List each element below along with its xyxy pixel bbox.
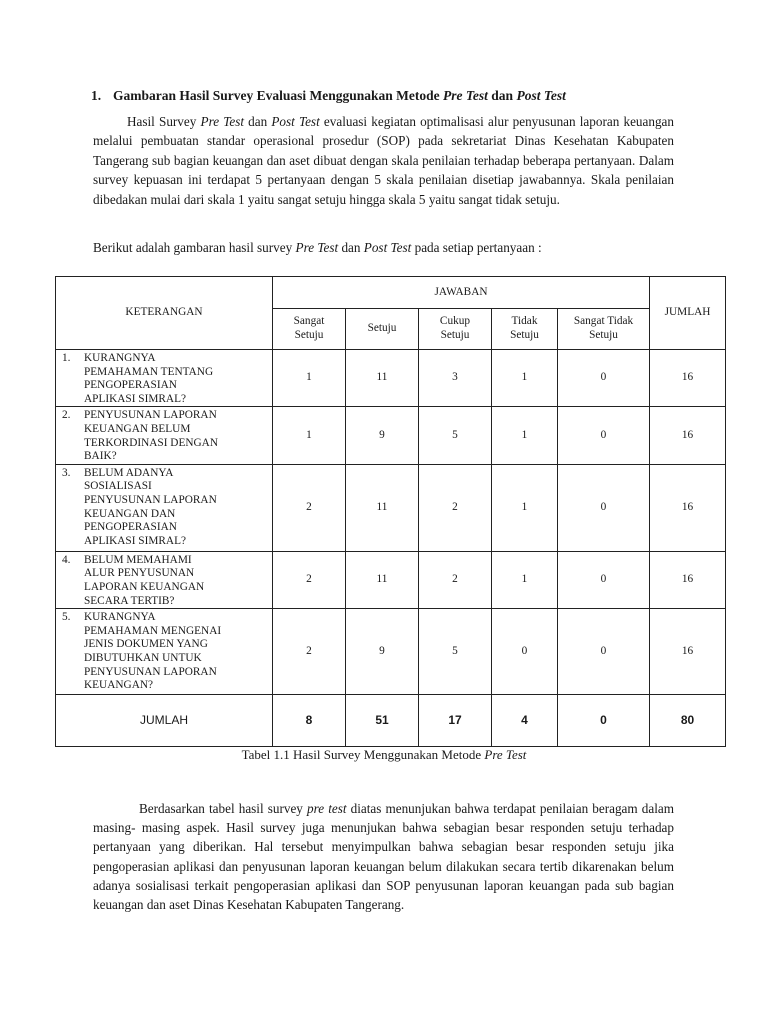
question-line: PENGOPERASIAN	[84, 521, 177, 534]
answer-count-cell: 1	[492, 551, 558, 608]
question-line: LAPORAN KEUANGAN	[84, 580, 205, 593]
question-line: PENYUSUNAN LAPORAN	[84, 493, 217, 506]
question-line: PEMAHAMAN TENTANG	[84, 365, 214, 378]
question-line: PEMAHAMAN MENGENAI	[84, 624, 222, 637]
table-intro-paragraph	[93, 238, 674, 257]
row-total-cell: 16	[650, 350, 726, 407]
conclusion-term-pre-test: pre test	[307, 801, 347, 816]
row-question	[56, 551, 273, 608]
row-question	[56, 609, 273, 695]
total-cell: 0	[558, 695, 650, 747]
intro-term-post-test: Post Test	[271, 114, 320, 129]
caption-term: Pre Test	[484, 747, 527, 762]
subheader-line: Setuju	[367, 322, 397, 335]
subheader-cell	[492, 309, 558, 350]
intro-lead: Hasil Survey	[127, 114, 201, 129]
answer-count-cell: 2	[273, 609, 346, 695]
row-question	[56, 350, 273, 407]
question-line: APLIKASI SIMRAL?	[84, 534, 186, 547]
heading-connector: dan	[487, 88, 517, 103]
answer-count-cell: 1	[492, 350, 558, 407]
table-row	[56, 407, 726, 464]
answer-count-cell: 0	[558, 407, 650, 464]
conclusion-body: diatas menunjukan bahwa terdapat penilaian beragam dalam masing- masing aspek. Hasil survey juga menunjukan bahwa sebagian besar responden setuju terhadap pertanyaan yang diberikan. Hal tersebut menyimpulkan bahwa sebagian besar responden setuju jika pengoperasian aplikasi dan penyusunan laporan keuangan belum dilakukan secara tertib dikarenakan belum adanya sosialisasi terkait pengoperasian aplikasi dan SOP penyusunan laporan keuangan pada sub bagian keuangan dan aset Dinas Kesehatan Kabupaten Tangerang.	[93, 801, 674, 913]
subheader-cell	[419, 309, 492, 350]
total-label: JUMLAH	[56, 695, 273, 747]
question-line: BELUM MEMAHAMI	[84, 553, 192, 566]
header-jumlah: JUMLAH	[650, 277, 726, 350]
answer-count-cell: 3	[419, 350, 492, 407]
question-number: 2.	[62, 409, 71, 422]
subheader-line: Setuju	[589, 329, 618, 341]
subheader-line: Sangat	[293, 315, 325, 328]
question-line: JENIS DOKUMEN YANG	[84, 638, 208, 651]
row-total-cell: 16	[650, 407, 726, 464]
answer-count-cell: 11	[346, 464, 419, 551]
answer-count-cell: 0	[492, 609, 558, 695]
answer-count-cell: 0	[558, 551, 650, 608]
question-line: ALUR PENYUSUNAN	[84, 567, 195, 580]
heading-text: Gambaran Hasil Survey Evaluasi Menggunakan Metode	[113, 88, 444, 103]
survey-table	[55, 276, 726, 747]
heading-term-pre-test: Pre Test	[443, 88, 488, 103]
answer-count-cell: 1	[273, 407, 346, 464]
heading-term-post-test: Post Test	[516, 88, 566, 103]
conclusion-lead: Berdasarkan tabel hasil survey	[139, 801, 307, 816]
table-body	[56, 350, 726, 747]
question-line: TERKORDINASI DENGAN	[84, 436, 218, 449]
subheader-line: Sangat Tidak	[573, 315, 634, 328]
answer-count-cell: 0	[558, 609, 650, 695]
subheader-cell	[346, 309, 419, 350]
row-question	[56, 464, 273, 551]
intro-paragraph	[93, 112, 674, 209]
intro-connector: dan	[244, 114, 272, 129]
question-line: DIBUTUHKAN UNTUK	[84, 651, 202, 664]
question-number: 4.	[62, 553, 71, 566]
question-line: KEUANGAN DAN	[84, 507, 176, 520]
table-intro-term-pre-test: Pre Test	[295, 240, 339, 255]
answer-count-cell: 11	[346, 551, 419, 608]
subheader-line: Cukup	[439, 315, 471, 328]
intro-term-pre-test: Pre Test	[200, 114, 244, 129]
row-total-cell: 16	[650, 551, 726, 608]
question-line: SOSIALISASI	[84, 480, 152, 493]
answer-count-cell: 2	[419, 551, 492, 608]
question-number: 5.	[62, 611, 71, 624]
header-keterangan: KETERANGAN	[56, 277, 273, 350]
table-intro-connector: dan	[338, 240, 364, 255]
subheader-cell	[558, 309, 650, 350]
question-line: KURANGNYA	[84, 611, 156, 624]
row-total-cell: 16	[650, 609, 726, 695]
table-intro-term-post-test: Post Test	[363, 240, 412, 255]
table-row	[56, 350, 726, 407]
subheader-cell	[273, 309, 346, 350]
question-line: SECARA TERTIB?	[84, 594, 175, 607]
answer-count-cell: 0	[558, 350, 650, 407]
subheader-line: Setuju	[510, 329, 539, 341]
subheader-line: Setuju	[440, 329, 470, 341]
section-heading	[91, 88, 691, 104]
table-row	[56, 551, 726, 608]
row-question	[56, 407, 273, 464]
answer-count-cell: 1	[273, 350, 346, 407]
answer-count-cell: 0	[558, 464, 650, 551]
question-line: KEUANGAN?	[84, 679, 154, 692]
row-total-cell: 16	[650, 464, 726, 551]
question-line: PENYUSUNAN LAPORAN	[84, 409, 217, 422]
answer-count-cell: 5	[419, 609, 492, 695]
question-line: BAIK?	[84, 450, 117, 463]
conclusion-paragraph	[93, 799, 674, 914]
answer-count-cell: 2	[419, 464, 492, 551]
table-intro-lead: Berikut adalah gambaran hasil survey	[93, 240, 296, 255]
answer-count-cell: 9	[346, 609, 419, 695]
table-row	[56, 464, 726, 551]
total-row	[56, 695, 726, 747]
total-cell: 51	[346, 695, 419, 747]
total-cell: 80	[650, 695, 726, 747]
question-line: KEUANGAN BELUM	[84, 422, 191, 435]
answer-count-cell: 5	[419, 407, 492, 464]
answer-count-cell: 9	[346, 407, 419, 464]
question-number: 3.	[62, 466, 71, 479]
table-row	[56, 609, 726, 695]
subheader-line: Tidak	[511, 315, 538, 328]
question-line: PENYUSUNAN LAPORAN	[84, 665, 217, 678]
question-line: KURANGNYA	[84, 352, 156, 364]
table-intro-rest: pada setiap pertanyaan :	[411, 240, 542, 255]
answer-count-cell: 1	[492, 407, 558, 464]
answer-count-cell: 2	[273, 551, 346, 608]
header-jawaban: JAWABAN	[273, 277, 650, 309]
intro-body: evaluasi kegiatan optimalisasi alur penyusunan laporan keuangan melalui pembuatan standar operasional prosedur (SOP) pada sekretariat Dinas Kesehatan Kabupaten Tangerang sub bagian keuangan dan aset dibuat dengan skala penilaian terhadap beberapa pertanyaan. Dalam survey kepuasan ini terdapat 5 pertanyaan dengan 5 skala penilaian disetiap jawabannya. Skala penilaian dibedakan mulai dari skala 1 yaitu sangat setuju hingga skala 5 yaitu sangat tidak setuju.	[93, 114, 674, 207]
answer-count-cell: 1	[492, 464, 558, 551]
total-cell: 17	[419, 695, 492, 747]
question-number: 1.	[62, 352, 71, 364]
question-line: APLIKASI SIMRAL?	[84, 392, 186, 405]
question-line: PENGOPERASIAN	[84, 379, 177, 392]
subheader-line: Setuju	[294, 329, 324, 341]
question-line: BELUM ADANYA	[84, 466, 174, 479]
table-caption	[0, 747, 768, 763]
total-cell: 8	[273, 695, 346, 747]
answer-count-cell: 11	[346, 350, 419, 407]
heading-number: 1.	[91, 88, 102, 103]
caption-text: Tabel 1.1 Hasil Survey Menggunakan Metode	[241, 747, 485, 762]
answer-count-cell: 2	[273, 464, 346, 551]
total-cell: 4	[492, 695, 558, 747]
